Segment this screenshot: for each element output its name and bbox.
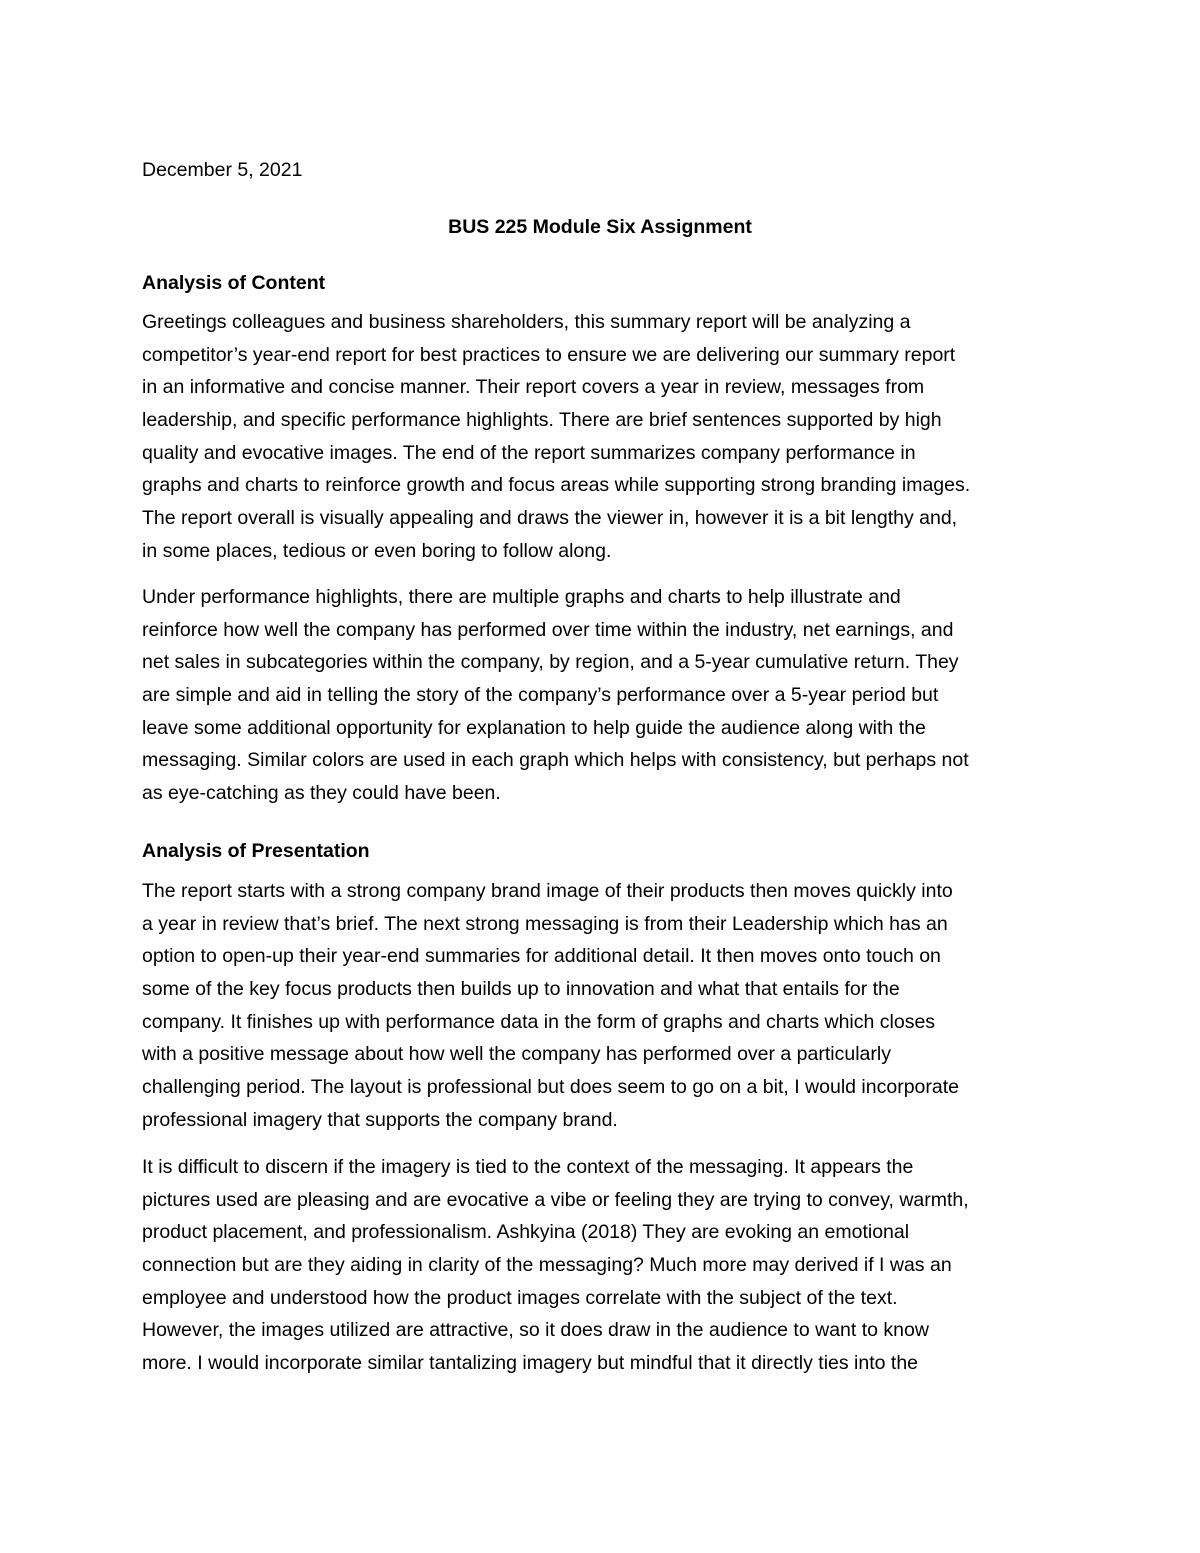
text-line: messaging. Similar colors are used in each graph which helps with consistency, but perhaps not [142, 749, 969, 772]
text-line: option to open-up their year-end summaries for additional detail. It then moves onto touch on [142, 945, 941, 968]
paragraph-presentation-imagery [142, 1151, 1072, 1380]
text-line: pictures used are pleasing and are evocative a vibe or feeling they are trying to convey, warmth, [142, 1188, 969, 1211]
paragraph-content-intro [142, 306, 1072, 568]
text-line: The report starts with a strong company brand image of their products then moves quickly into [142, 880, 953, 902]
section-heading-presentation: Analysis of Presentation [142, 840, 370, 862]
text-line: reinforce how well the company has performed over time within the industry, net earnings, and [142, 618, 954, 641]
document-date: December 5, 2021 [142, 159, 303, 181]
text-line: product placement, and professionalism. Ashkyina (2018) They are evoking an emotional [142, 1221, 910, 1244]
text-line: net sales in subcategories within the company, by region, and a 5-year cumulative return. They [142, 651, 959, 674]
text-line: more. I would incorporate similar tantalizing imagery but mindful that it directly ties into the [142, 1352, 919, 1375]
text-line: as eye-catching as they could have been. [142, 782, 501, 805]
text-line: are simple and aid in telling the story of the company’s performance over a 5-year period but [142, 684, 939, 707]
text-line: connection but are they aiding in clarity of the messaging? Much more may derived if I was an [142, 1254, 952, 1277]
paragraph-presentation-flow [142, 875, 1072, 1137]
paragraph-content-graphs [142, 581, 1072, 810]
text-line: competitor’s year-end report for best practices to ensure we are delivering our summary report [142, 343, 956, 366]
text-line: with a positive message about how well the company has performed over a particularly [142, 1043, 891, 1066]
text-line: Greetings colleagues and business shareholders, this summary report will be analyzing a [142, 311, 911, 333]
section-heading-content: Analysis of Content [142, 272, 326, 294]
text-line: in some places, tedious or even boring to follow along. [142, 539, 612, 562]
text-line: leave some additional opportunity for explanation to help guide the audience along with the [142, 716, 926, 739]
text-line: some of the key focus products then builds up to innovation and what that entails for the [142, 978, 900, 1001]
text-line: a year in review that’s brief. The next strong messaging is from their Leadership which has an [142, 912, 948, 935]
text-line: graphs and charts to reinforce growth and focus areas while supporting strong branding images. [142, 474, 971, 497]
text-line: It is difficult to discern if the imagery is tied to the context of the messaging. It appears the [142, 1156, 914, 1178]
text-line: quality and evocative images. The end of the report summarizes company performance in [142, 441, 916, 464]
text-line: employee and understood how the product images correlate with the subject of the text. [142, 1286, 898, 1309]
text-line: The report overall is visually appealing and draws the viewer in, however it is a bit lengthy and, [142, 507, 958, 530]
text-line: company. It finishes up with performance data in the form of graphs and charts which closes [142, 1010, 936, 1033]
text-line: However, the images utilized are attractive, so it does draw in the audience to want to know [142, 1319, 929, 1342]
text-line: leadership, and specific performance highlights. There are brief sentences supported by high [142, 409, 942, 432]
text-line: professional imagery that supports the company brand. [142, 1108, 618, 1131]
document-title: BUS 225 Module Six Assignment [448, 216, 752, 238]
text-line: Under performance highlights, there are multiple graphs and charts to help illustrate and [142, 586, 901, 608]
text-line: challenging period. The layout is professional but does seem to go on a bit, I would incorporate [142, 1076, 959, 1099]
text-line: in an informative and concise manner. Their report covers a year in review, messages from [142, 376, 925, 399]
